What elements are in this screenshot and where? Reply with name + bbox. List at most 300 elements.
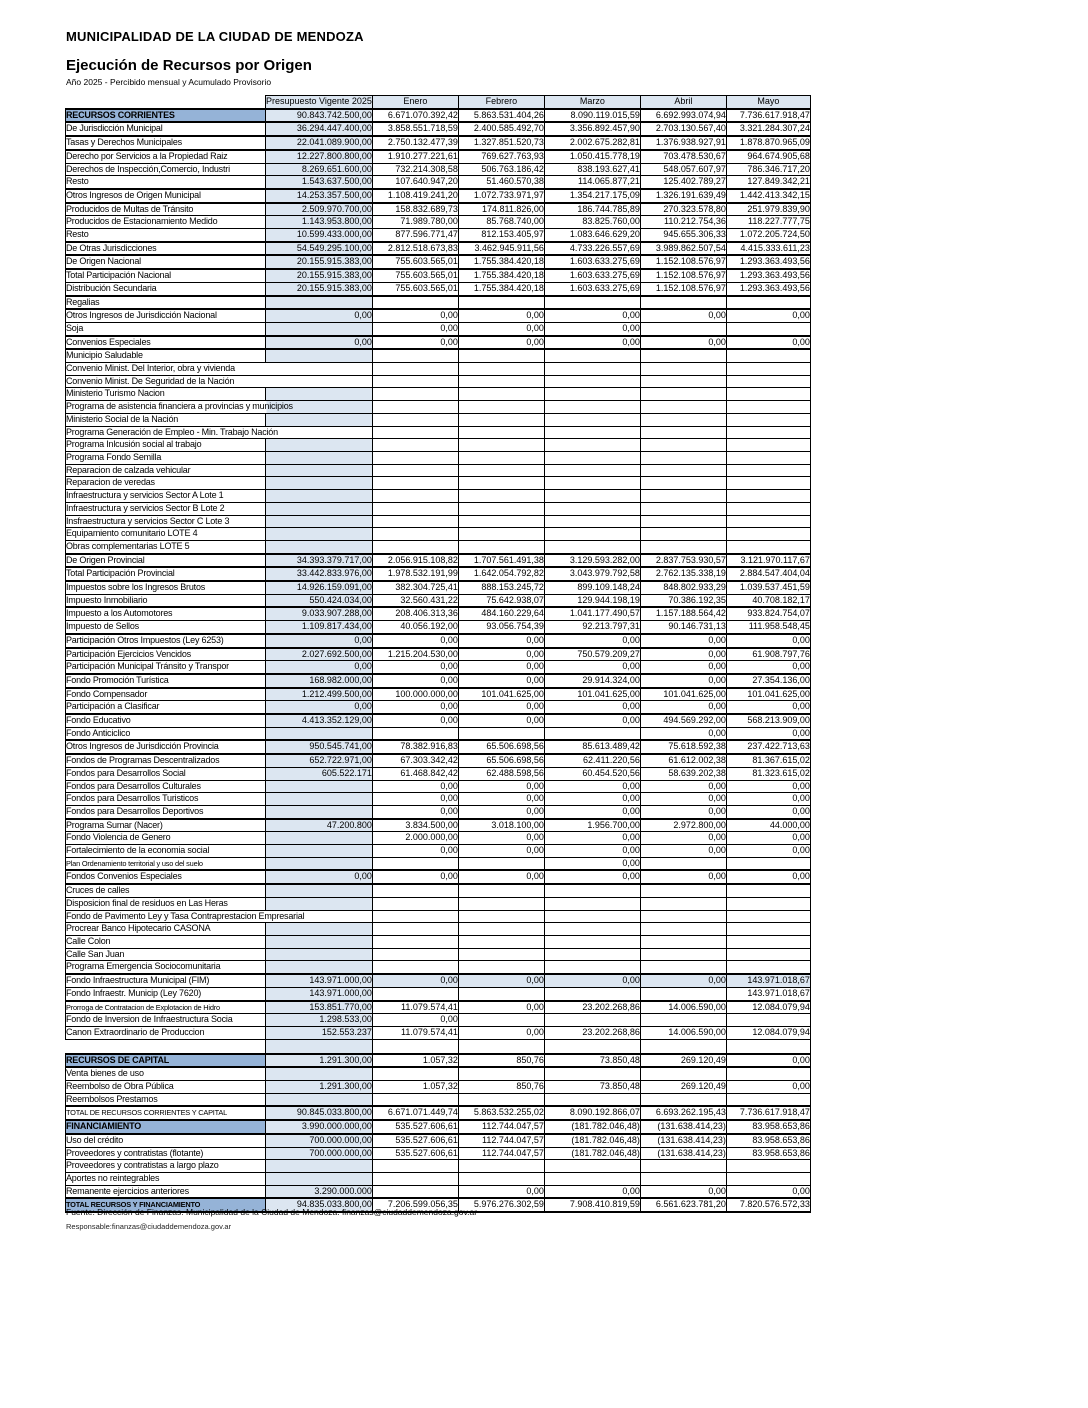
cell-presupuesto: 168.982.000,00 <box>266 674 373 688</box>
table-row <box>66 793 811 806</box>
cell-enero <box>372 401 458 414</box>
cell-mayo: 964.674.905,68 <box>726 150 810 163</box>
cell-mayo: 251.979.839,90 <box>726 203 810 216</box>
table-row <box>66 502 811 515</box>
cell-enero <box>372 884 458 897</box>
cell-marzo <box>544 1093 640 1106</box>
cell-enero: 877.596.771,47 <box>372 229 458 242</box>
cell-mayo <box>726 528 810 541</box>
cell-presupuesto: 700.000.000,00 <box>266 1134 373 1147</box>
cell-presupuesto: 1.291.300,00 <box>266 1081 373 1094</box>
cell-febrero: 1.755.384.420,18 <box>458 255 544 269</box>
cell-marzo: 23.202.268,86 <box>544 1001 640 1014</box>
row-label: Fondo Promoción Turística <box>66 674 266 688</box>
table-row <box>66 150 811 163</box>
cell-abril: 6.693.262.195,43 <box>640 1106 726 1120</box>
cell-enero <box>372 502 458 515</box>
row-label: Resto <box>66 229 266 242</box>
row-label: Participación Ejercicios Vencidos <box>66 648 266 661</box>
table-row <box>66 189 811 203</box>
cell-mayo <box>726 1093 810 1106</box>
cell-mayo: 1.072.205.724,50 <box>726 229 810 242</box>
row-label: Resto <box>66 176 266 189</box>
cell-mayo <box>726 375 810 388</box>
report-title: Ejecución de Recursos por Origen <box>66 57 312 74</box>
cell-marzo <box>544 388 640 401</box>
cell-presupuesto: 9.033.907.288,00 <box>266 607 373 620</box>
table-row <box>66 581 811 594</box>
row-label: Convenio Minist. De Seguridad de la Nación <box>66 375 373 388</box>
cell-abril: 0,00 <box>640 727 726 740</box>
cell-enero <box>372 413 458 426</box>
cell-enero <box>372 451 458 464</box>
cell-marzo <box>544 1014 640 1027</box>
cell-febrero: 812.153.405,97 <box>458 229 544 242</box>
cell-marzo: 3.129.593.282,00 <box>544 554 640 568</box>
cell-abril <box>640 987 726 1000</box>
cell-mayo <box>726 857 810 870</box>
cell-presupuesto <box>266 1067 373 1080</box>
cell-mayo <box>726 349 810 362</box>
row-label: Fondos para Desarrollos Social <box>66 767 266 780</box>
cell-abril <box>640 857 726 870</box>
cell-abril: 0,00 <box>640 634 726 648</box>
cell-presupuesto: 950.545.741,00 <box>266 740 373 754</box>
cell-mayo: 1.039.537.451,59 <box>726 581 810 594</box>
table-row <box>66 974 811 987</box>
row-label: Venta bienes de uso <box>66 1067 266 1080</box>
cell-enero: 107.640.947,20 <box>372 176 458 189</box>
cell-abril <box>640 1014 726 1027</box>
cell-mayo <box>726 388 810 401</box>
cell-mayo: 81.323.615,02 <box>726 767 810 780</box>
cell-enero: 0,00 <box>372 793 458 806</box>
cell-enero <box>372 727 458 740</box>
table-row <box>66 701 811 714</box>
row-label: Fondo de Inversion de Infraestructura Socia <box>66 1014 266 1027</box>
row-label: Distribución Secundaria <box>66 282 266 295</box>
cell-febrero: 62.488.598,56 <box>458 767 544 780</box>
cell-enero: 2.812.518.673,83 <box>372 242 458 256</box>
row-label: Fondo Violencia de Genero <box>66 832 266 845</box>
row-label: Infraestructura y servicios Sector A Lote 1 <box>66 490 266 503</box>
cell-febrero: 0,00 <box>458 661 544 674</box>
cell-marzo: (181.782.046,48) <box>544 1147 640 1160</box>
cell-abril <box>640 528 726 541</box>
table-row <box>66 621 811 634</box>
row-label <box>66 1039 266 1054</box>
cell-enero <box>372 490 458 503</box>
cell-abril <box>640 1039 726 1054</box>
cell-mayo <box>726 897 810 910</box>
table-row <box>66 413 811 426</box>
cell-febrero <box>458 388 544 401</box>
cell-febrero <box>458 987 544 1000</box>
cell-marzo: 0,00 <box>544 832 640 845</box>
cell-presupuesto <box>266 857 373 870</box>
row-label: Fondos para Desarrollos Deportivos <box>66 805 266 818</box>
row-label: Fondos de Programas Descentralizados <box>66 754 266 767</box>
col-header-enero: Enero <box>372 96 458 109</box>
cell-abril <box>640 961 726 974</box>
row-label: Impuesto Inmobiliario <box>66 594 266 607</box>
cell-mayo: 12.084.079,94 <box>726 1026 810 1039</box>
cell-enero: 0,00 <box>372 701 458 714</box>
cell-abril: 269.120,49 <box>640 1081 726 1094</box>
cell-febrero: 0,00 <box>458 701 544 714</box>
cell-marzo: 186.744.785,89 <box>544 203 640 216</box>
cell-marzo: 3.043.979.792,58 <box>544 567 640 581</box>
cell-enero: 755.603.565,01 <box>372 269 458 282</box>
cell-marzo: 2.002.675.282,81 <box>544 136 640 150</box>
cell-enero: 0,00 <box>372 674 458 688</box>
cell-febrero: 2.400.585.492,70 <box>458 122 544 136</box>
row-label: Producidos de Multas de Tránsito <box>66 203 266 216</box>
cell-mayo <box>726 464 810 477</box>
cell-presupuesto: 90.845.033.800,00 <box>266 1106 373 1120</box>
cell-abril: (131.638.414,23) <box>640 1147 726 1160</box>
cell-presupuesto: 700.000.000,00 <box>266 1147 373 1160</box>
row-label: Otros Ingresos de Origen Municipal <box>66 189 266 203</box>
row-label: Municipio Saludable <box>66 349 266 362</box>
table-row <box>66 439 811 452</box>
cell-mayo: 0,00 <box>726 309 810 322</box>
cell-abril <box>640 413 726 426</box>
cell-mayo <box>726 1067 810 1080</box>
table-row <box>66 477 811 490</box>
cell-abril: 110.212.754,36 <box>640 216 726 229</box>
cell-enero: 1.057,32 <box>372 1081 458 1094</box>
cell-enero: 0,00 <box>372 309 458 322</box>
table-row <box>66 540 811 553</box>
cell-marzo: 60.454.520,56 <box>544 767 640 780</box>
row-label: Fondo Compensador <box>66 688 266 701</box>
cell-mayo: 0,00 <box>726 727 810 740</box>
row-label: Reembolsos Prestamos <box>66 1093 266 1106</box>
cell-abril <box>640 1093 726 1106</box>
row-label: Derecho por Servicios a la Propiedad Raiz <box>66 150 266 163</box>
cell-presupuesto: 1.109.817.434,00 <box>266 621 373 634</box>
cell-febrero: 850,76 <box>458 1081 544 1094</box>
cell-febrero <box>458 540 544 553</box>
cell-mayo <box>726 322 810 335</box>
cell-febrero <box>458 910 544 923</box>
row-label: Programa Sumar (Nacer) <box>66 819 266 832</box>
table-row <box>66 948 811 961</box>
cell-abril <box>640 477 726 490</box>
cell-mayo: 83.958.653,86 <box>726 1134 810 1147</box>
row-label: Fondo Anticiclico <box>66 727 266 740</box>
cell-mayo <box>726 948 810 961</box>
cell-febrero: 1.755.384.420,18 <box>458 282 544 295</box>
cell-abril: 61.612.002,38 <box>640 754 726 767</box>
cell-presupuesto: 152.553.237 <box>266 1026 373 1039</box>
table-row <box>66 554 811 568</box>
row-label: Insfraestructura y servicios Sector C Lote 3 <box>66 515 266 528</box>
cell-presupuesto: 143.971.000,00 <box>266 987 373 1000</box>
cell-abril <box>640 464 726 477</box>
cell-enero <box>372 1039 458 1054</box>
cell-febrero <box>458 923 544 936</box>
cell-abril: 703.478.530,67 <box>640 150 726 163</box>
cell-mayo: 1.878.870.965,09 <box>726 136 810 150</box>
cell-abril: 58.639.202,38 <box>640 767 726 780</box>
cell-febrero <box>458 1172 544 1185</box>
cell-presupuesto: 3.990.000.000,00 <box>266 1120 373 1134</box>
cell-marzo: 0,00 <box>544 780 640 793</box>
cell-presupuesto: 10.599.433.000,00 <box>266 229 373 242</box>
cell-mayo: 44.000,00 <box>726 819 810 832</box>
cell-presupuesto <box>266 948 373 961</box>
cell-abril <box>640 923 726 936</box>
cell-febrero: 112.744.047,57 <box>458 1147 544 1160</box>
row-label: De Jurisdicción Municipal <box>66 122 266 136</box>
table-row <box>66 987 811 1000</box>
cell-febrero: 0,00 <box>458 309 544 322</box>
cell-enero <box>372 363 458 376</box>
cell-enero <box>372 528 458 541</box>
cell-presupuesto: 0,00 <box>266 701 373 714</box>
cell-presupuesto: 605.522.171 <box>266 767 373 780</box>
cell-presupuesto: 0,00 <box>266 870 373 884</box>
table-row <box>66 309 811 322</box>
row-label: Procrear Banco Hipotecario CASONA <box>66 923 266 936</box>
cell-abril: 6.561.623.781,20 <box>640 1198 726 1212</box>
table-row <box>66 648 811 661</box>
cell-febrero <box>458 961 544 974</box>
cell-abril <box>640 1172 726 1185</box>
cell-enero: 32.560.431,22 <box>372 594 458 607</box>
cell-febrero <box>458 426 544 439</box>
cell-enero <box>372 464 458 477</box>
cell-mayo <box>726 936 810 949</box>
cell-mayo: 0,00 <box>726 1081 810 1094</box>
cell-enero: 6.671.071.449,74 <box>372 1106 458 1120</box>
table-row <box>66 216 811 229</box>
cell-febrero: 0,00 <box>458 780 544 793</box>
cell-febrero: 5.863.531.404,26 <box>458 109 544 123</box>
row-label: Fondo Educativo <box>66 714 266 727</box>
cell-presupuesto: 33.442.833.976,00 <box>266 567 373 581</box>
table-row <box>66 464 811 477</box>
table-row <box>66 1014 811 1027</box>
cell-marzo: 1.083.646.629,20 <box>544 229 640 242</box>
cell-febrero <box>458 528 544 541</box>
cell-presupuesto <box>266 961 373 974</box>
cell-enero: 1.910.277.221,61 <box>372 150 458 163</box>
cell-marzo <box>544 884 640 897</box>
cell-marzo <box>544 1067 640 1080</box>
cell-enero <box>372 477 458 490</box>
cell-abril: 0,00 <box>640 793 726 806</box>
cell-marzo: 83.825.760,00 <box>544 216 640 229</box>
table-row <box>66 1172 811 1185</box>
table-row <box>66 515 811 528</box>
table-row <box>66 884 811 897</box>
cell-abril: 548.057.607,97 <box>640 163 726 176</box>
cell-presupuesto <box>266 936 373 949</box>
cell-mayo: 568.213.909,00 <box>726 714 810 727</box>
row-label: Reparacion de calzada vehicular <box>66 464 266 477</box>
table-row <box>66 269 811 282</box>
cell-mayo: 111.958.548,45 <box>726 621 810 634</box>
row-label: Proveedores y contratistas (flotante) <box>66 1147 266 1160</box>
cell-presupuesto <box>266 805 373 818</box>
cell-marzo <box>544 910 640 923</box>
cell-presupuesto: 94.835.033.800,00 <box>266 1198 373 1212</box>
cell-febrero <box>458 451 544 464</box>
cell-mayo <box>726 477 810 490</box>
table-row <box>66 567 811 581</box>
cell-marzo: 3.356.892.457,90 <box>544 122 640 136</box>
cell-marzo <box>544 923 640 936</box>
table-row <box>66 897 811 910</box>
cell-presupuesto: 2.509.970.700,00 <box>266 203 373 216</box>
cell-presupuesto <box>266 502 373 515</box>
cell-presupuesto: 12.227.800.800,00 <box>266 150 373 163</box>
cell-enero: 0,00 <box>372 661 458 674</box>
cell-abril: 0,00 <box>640 674 726 688</box>
cell-mayo: 2.884.547.404,04 <box>726 567 810 581</box>
cell-marzo <box>544 363 640 376</box>
cell-marzo <box>544 515 640 528</box>
cell-marzo: 1.956.700,00 <box>544 819 640 832</box>
cell-enero <box>372 897 458 910</box>
cell-presupuesto: 22.041.089.900,00 <box>266 136 373 150</box>
table-row <box>66 832 811 845</box>
cell-marzo: (181.782.046,48) <box>544 1134 640 1147</box>
cell-mayo: 27.354.136,00 <box>726 674 810 688</box>
table-row <box>66 870 811 884</box>
row-label: Fondos para Desarrollos Culturales <box>66 780 266 793</box>
table-row <box>66 1160 811 1173</box>
table-row <box>66 375 811 388</box>
cell-marzo <box>544 987 640 1000</box>
cell-mayo: 7.736.617.918,47 <box>726 1106 810 1120</box>
cell-mayo <box>726 426 810 439</box>
cell-mayo: 0,00 <box>726 780 810 793</box>
row-label: Disposicion final de residuos en Las Heras <box>66 897 266 910</box>
table-row <box>66 203 811 216</box>
cell-marzo <box>544 426 640 439</box>
cell-febrero: 0,00 <box>458 1026 544 1039</box>
cell-enero: 67.303.342,42 <box>372 754 458 767</box>
cell-presupuesto <box>266 727 373 740</box>
cell-marzo: 0,00 <box>544 870 640 884</box>
cell-febrero <box>458 439 544 452</box>
cell-abril: 0,00 <box>640 1185 726 1198</box>
cell-abril: 6.692.993.074,94 <box>640 109 726 123</box>
cell-abril <box>640 884 726 897</box>
responsible-note: Responsable:finanzas@ciudaddemendoza.gov.ar <box>66 1222 232 1231</box>
cell-marzo: 0,00 <box>544 309 640 322</box>
cell-abril: 75.618.592,38 <box>640 740 726 754</box>
cell-abril: 0,00 <box>640 648 726 661</box>
cell-mayo: 0,00 <box>726 805 810 818</box>
cell-abril: 3.989.862.507,54 <box>640 242 726 256</box>
cell-marzo: 7.908.410.819,59 <box>544 1198 640 1212</box>
cell-mayo: 7.820.576.572,33 <box>726 1198 810 1212</box>
cell-abril: 1.152.108.576,97 <box>640 282 726 295</box>
cell-febrero <box>458 1067 544 1080</box>
cell-presupuesto: 652.722.971,00 <box>266 754 373 767</box>
cell-abril <box>640 439 726 452</box>
row-label: RECURSOS CORRIENTES <box>66 109 266 123</box>
cell-febrero <box>458 727 544 740</box>
cell-mayo: 0,00 <box>726 832 810 845</box>
cell-marzo: 1.603.633.275,69 <box>544 255 640 269</box>
cell-presupuesto: 143.971.000,00 <box>266 974 373 987</box>
cell-febrero <box>458 349 544 362</box>
cell-febrero <box>458 948 544 961</box>
cell-mayo: 0,00 <box>726 634 810 648</box>
table-row <box>66 296 811 310</box>
cell-febrero <box>458 897 544 910</box>
cell-mayo <box>726 490 810 503</box>
cell-presupuesto <box>266 540 373 553</box>
cell-marzo <box>544 477 640 490</box>
cell-enero <box>372 296 458 310</box>
cell-marzo <box>544 948 640 961</box>
cell-enero: 158.832.689,73 <box>372 203 458 216</box>
cell-marzo: 1.603.633.275,69 <box>544 269 640 282</box>
cell-febrero <box>458 1160 544 1173</box>
cell-febrero <box>458 375 544 388</box>
table-row <box>66 688 811 701</box>
cell-marzo <box>544 961 640 974</box>
cell-mayo: 3.321.284.307,24 <box>726 122 810 136</box>
row-label: Impuesto de Sellos <box>66 621 266 634</box>
cell-presupuesto: 0,00 <box>266 634 373 648</box>
cell-febrero: 0,00 <box>458 648 544 661</box>
row-label: Remanente ejercicios anteriores <box>66 1185 266 1198</box>
table-row <box>66 857 811 870</box>
cell-marzo: 0,00 <box>544 805 640 818</box>
cell-febrero <box>458 857 544 870</box>
row-label: Uso del crédito <box>66 1134 266 1147</box>
cell-febrero: 0,00 <box>458 793 544 806</box>
cell-presupuesto: 20.155.915.383,00 <box>266 282 373 295</box>
cell-enero: 755.603.565,01 <box>372 255 458 269</box>
table-row <box>66 322 811 335</box>
cell-mayo: 1.293.363.493,56 <box>726 255 810 269</box>
table-row <box>66 780 811 793</box>
row-label: Ministerio Turismo Nacion <box>66 388 266 401</box>
table-row <box>66 1147 811 1160</box>
cell-enero <box>372 515 458 528</box>
row-label: Infraestructura y servicios Sector B Lote 2 <box>66 502 266 515</box>
cell-mayo: 143.971.018,67 <box>726 987 810 1000</box>
cell-abril <box>640 349 726 362</box>
cell-marzo: 899.109.148,24 <box>544 581 640 594</box>
cell-presupuesto <box>266 1172 373 1185</box>
cell-febrero: 0,00 <box>458 674 544 688</box>
row-label: Programa de asistencia financiera a provincias y municipios <box>66 401 373 414</box>
cell-abril <box>640 363 726 376</box>
cell-enero <box>372 1067 458 1080</box>
table-row <box>66 490 811 503</box>
cell-presupuesto <box>266 349 373 362</box>
row-label: Regalias <box>66 296 266 310</box>
table-row <box>66 1081 811 1094</box>
cell-marzo: 114.065.877,21 <box>544 176 640 189</box>
cell-febrero: 112.744.047,57 <box>458 1120 544 1134</box>
cell-enero <box>372 349 458 362</box>
cell-enero: 755.603.565,01 <box>372 282 458 295</box>
cell-abril: 0,00 <box>640 780 726 793</box>
row-label: Proveedores y contratistas a largo plazo <box>66 1160 266 1173</box>
cell-enero: 3.834.500,00 <box>372 819 458 832</box>
